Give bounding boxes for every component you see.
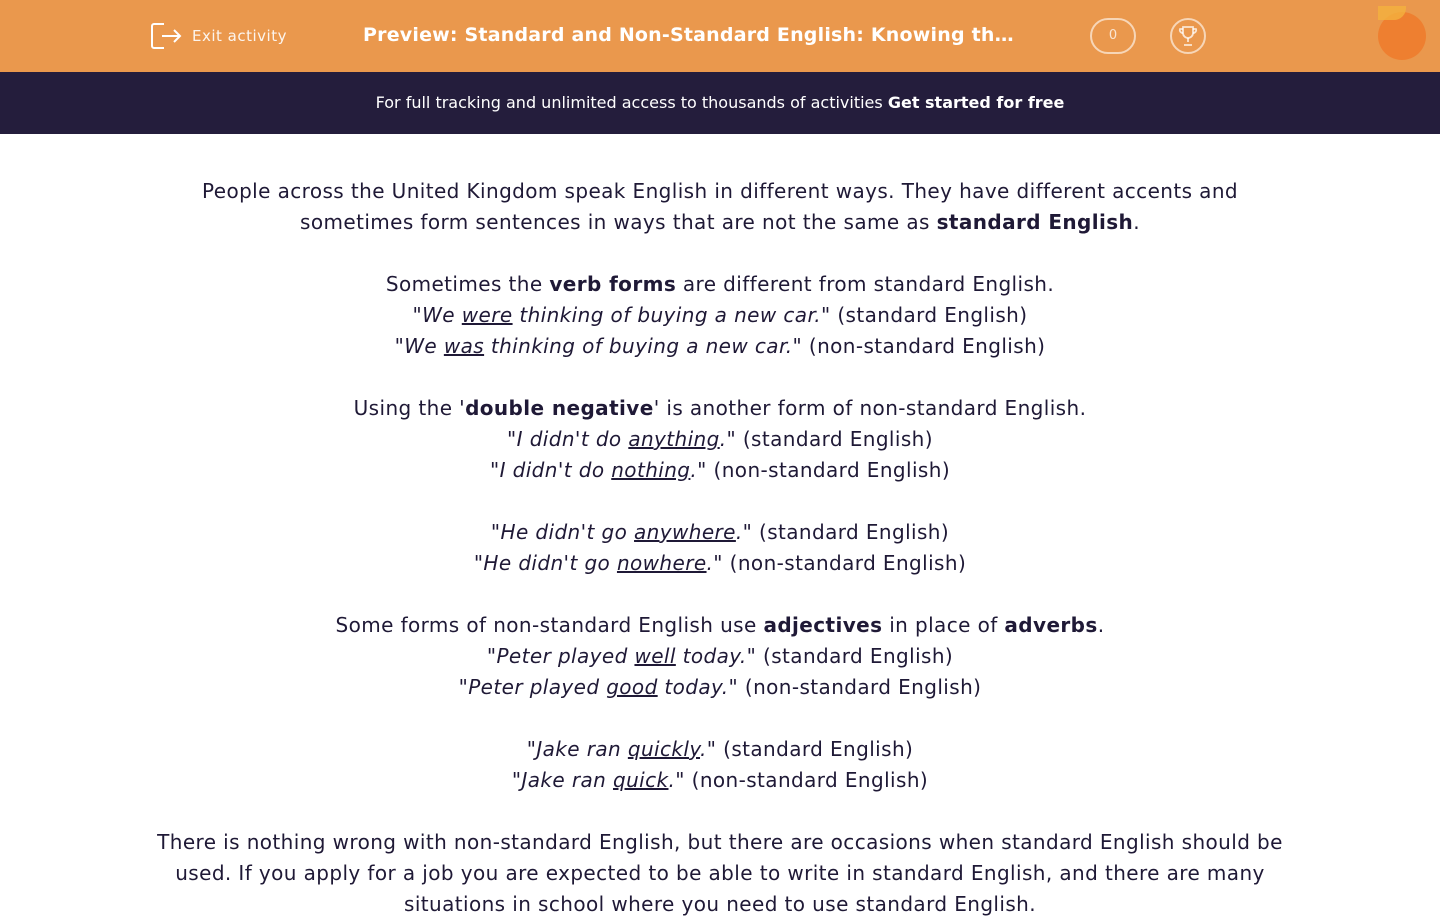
text-line: [150, 455, 1290, 486]
text-segment: "Peter played: [458, 675, 607, 699]
underlined-word: nowhere: [616, 551, 707, 575]
text-segment: .": [706, 551, 723, 575]
text-segment: thinking of buying a new car.": [512, 303, 831, 327]
underlined-word: was: [443, 334, 485, 358]
text-line: [150, 331, 1290, 362]
text-segment: "He didn't go: [490, 520, 635, 544]
text-segment: (standard English): [756, 644, 954, 668]
spacer: [150, 238, 1290, 269]
text-segment: (non-standard English): [802, 334, 1046, 358]
page-title: Preview: Standard and Non-Standard English: Knowing th…: [363, 24, 1014, 46]
bold-term: adverbs: [1004, 613, 1098, 637]
text-segment: (non-standard English): [738, 675, 982, 699]
text-segment: (standard English): [736, 427, 933, 451]
underlined-word: quick: [612, 768, 669, 792]
text-line: [150, 548, 1290, 579]
text-line: [150, 641, 1290, 672]
text-line: [150, 610, 1290, 641]
text-segment: Using the ': [353, 396, 466, 420]
underlined-word: well: [634, 644, 676, 668]
text-segment: .": [690, 458, 707, 482]
text-segment: "We: [412, 303, 462, 327]
underlined-word: anything: [628, 427, 720, 451]
get-started-link[interactable]: Get started for free: [887, 93, 1065, 112]
text-segment: "Jake ran: [526, 737, 628, 761]
underlined-word: anywhere: [634, 520, 736, 544]
text-segment: today.": [675, 644, 757, 668]
spacer: [150, 703, 1290, 734]
text-segment: "I didn't do: [507, 427, 629, 451]
text-segment: "He didn't go: [473, 551, 617, 575]
text-line: [150, 269, 1290, 300]
text-segment: (non-standard English): [722, 551, 967, 575]
text-line: [150, 424, 1290, 455]
spacer: [150, 796, 1290, 827]
text-line: [150, 300, 1290, 331]
text-line: [150, 393, 1290, 424]
text-segment: (standard English): [830, 303, 1028, 327]
text-segment: .": [719, 427, 737, 451]
text-line: [150, 827, 1290, 920]
text-segment: .": [668, 768, 685, 792]
text-segment: .": [735, 520, 753, 544]
text-line: [150, 517, 1290, 548]
bold-term: double negative: [465, 396, 654, 420]
text-segment: "I didn't do: [489, 458, 612, 482]
text-line: [150, 672, 1290, 703]
spacer: [150, 486, 1290, 517]
text-segment: are different from standard English.: [676, 272, 1055, 296]
score-badge: 0: [1090, 18, 1136, 54]
text-segment: There is nothing wrong with non-standard English, but there are occasions when standard English should be used. If you apply for a job you are expected to be able to write in standard English, and there are many situations in school where you need to use standard English.: [157, 830, 1283, 916]
text-segment: Sometimes the: [385, 272, 550, 296]
exit-label: Exit activity: [192, 27, 287, 45]
bold-term: standard English: [936, 210, 1134, 234]
text-line: [150, 176, 1290, 238]
text-segment: "Jake ran: [511, 768, 613, 792]
spacer: [150, 362, 1290, 393]
text-segment: (non-standard English): [684, 768, 929, 792]
text-segment: "We: [394, 334, 444, 358]
bold-term: adjectives: [763, 613, 883, 637]
text-segment: in place of: [882, 613, 1005, 637]
text-segment: .": [700, 737, 717, 761]
text-segment: (standard English): [752, 520, 950, 544]
spacer: [150, 579, 1290, 610]
text-segment: (standard English): [716, 737, 914, 761]
text-segment: today.": [657, 675, 739, 699]
text-segment: "Peter played: [486, 644, 635, 668]
text-segment: Some forms of non-standard English use: [335, 613, 764, 637]
bold-term: verb forms: [549, 272, 677, 296]
text-segment: thinking of buying a new car.": [484, 334, 803, 358]
text-segment: ' is another form of non-standard English.: [653, 396, 1087, 420]
underlined-word: good: [606, 675, 658, 699]
underlined-word: were: [461, 303, 513, 327]
text-line: [150, 765, 1290, 796]
underlined-word: quickly: [627, 737, 701, 761]
banner-text: For full tracking and unlimited access to thousands of activities: [375, 93, 888, 112]
text-segment: People across the United Kingdom speak English in different ways. They have different accents and sometimes form sentences in ways that are not the same as: [202, 179, 1238, 234]
underlined-word: nothing: [611, 458, 691, 482]
text-segment: (non-standard English): [706, 458, 951, 482]
text-segment: .: [1097, 613, 1105, 637]
text-segment: .: [1133, 210, 1140, 234]
text-line: [150, 734, 1290, 765]
